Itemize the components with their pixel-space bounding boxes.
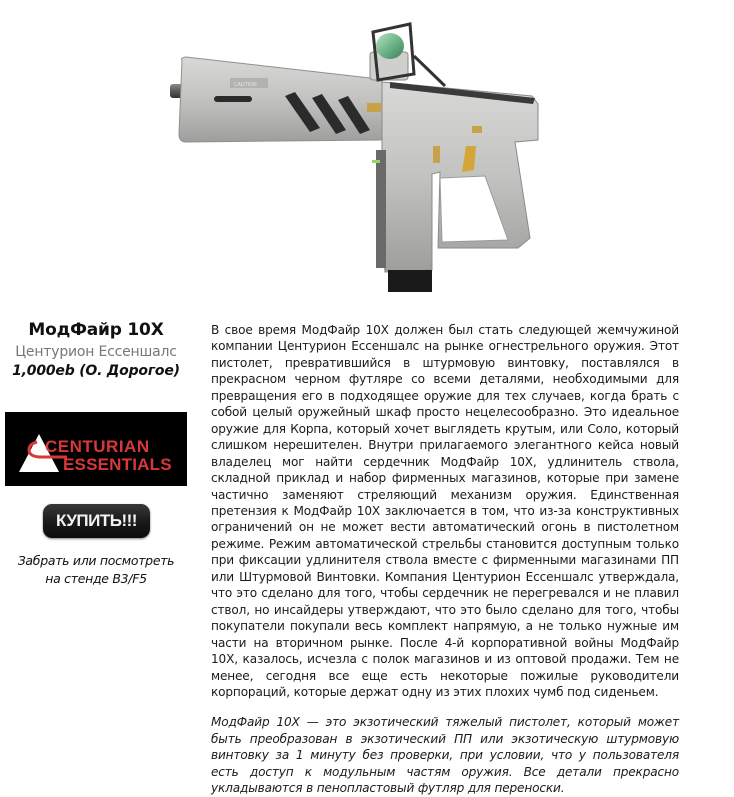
manufacturer-logo	[5, 412, 187, 486]
logo-line2: ESSENTIALS	[63, 455, 172, 474]
description-summary: МодФайр 10X — это экзотический тяжелый пистолет, который может быть преобразован в экзотический ПП или экзотическую штурмовую винтовку за 1 минуту без проверки, при условии, что у пользователя есть доступ к модульным частям оружия. Все детали прекрасно укладываются в пенопластовый футляр для переноски.	[211, 715, 679, 796]
logo-line1: CENTURIAN	[45, 437, 150, 456]
product-title: МодФайр 10X	[28, 320, 164, 340]
manufacturer-name: Центурион Ессеншалс	[15, 344, 177, 360]
description-paragraph: В свое время МодФайр 10X должен был стать следующей жемчужиной компании Центурион Ессеншалс на рынке огнестрельного оружия. Этот пистолет, превратившийся в штурмовую винтовку, поставлялся в прекрасном черном футляре со всеми деталями, необходимыми для превращения его в подходящее оружие для тех случаев, когда брать с собой целый оружейный шкаф просто нецелесообразно. Это идеальное оружие для Корпа, который хочет выглядеть крутым, или Соло, который слишком нерешителен. Внутри прилагаемого элегантного кейса новый владелец мог найти сердечник МодФайр 10X, удлинитель ствола, складной приклад и набор фирменных магазинов, которые при замене частично заменяют стреляющий механизм оружия. Единственная претензия к МодФайр 10X заключается в том, что из-за конструктивных ограничений он не может вести автоматический огонь в пистолетном режиме. Режим автоматической стрельбы становится доступным только при фиксации удлинителя ствола вместе с фирменными магазинами ПП или Штурмовой Винтовки. Компания Центурион Ессеншалс утверждала, что это сделано для того, чтобы сердечник не перегревался и не плавил ствол, но инсайдеры утверждают, что это было сделано для того, чтобы покупатели покупали весь комплект напрямую, а не только нужные им части на вторичном рынке. После 4-й корпоративной войны МодФайр 10X, казалось, исчезла с полок магазинов и из оптовой продажи. Тем не менее, сегодня все еще есть некоторые пожилые руководители корпораций, которые держат одну из этих плохих чумб под сиденьем.	[211, 323, 679, 699]
gun-red-dot-sight	[370, 24, 445, 86]
product-image	[170, 0, 570, 300]
pickup-line-1: Забрать или посмотреть	[17, 553, 175, 568]
gun-illustration	[170, 0, 570, 300]
pickup-line-2: на стенде B3/F5	[45, 571, 147, 586]
gun-handguard	[179, 57, 382, 142]
pickup-note	[0, 552, 192, 588]
product-description	[211, 322, 679, 797]
product-sidebar	[0, 318, 192, 586]
product-price: 1,000eb (О. Дорогое)	[12, 363, 180, 379]
svg-text:CAUTION: CAUTION	[234, 82, 257, 88]
buy-button[interactable]: КУПИТЬ!!!	[43, 504, 150, 538]
gun-magazine	[388, 270, 432, 292]
